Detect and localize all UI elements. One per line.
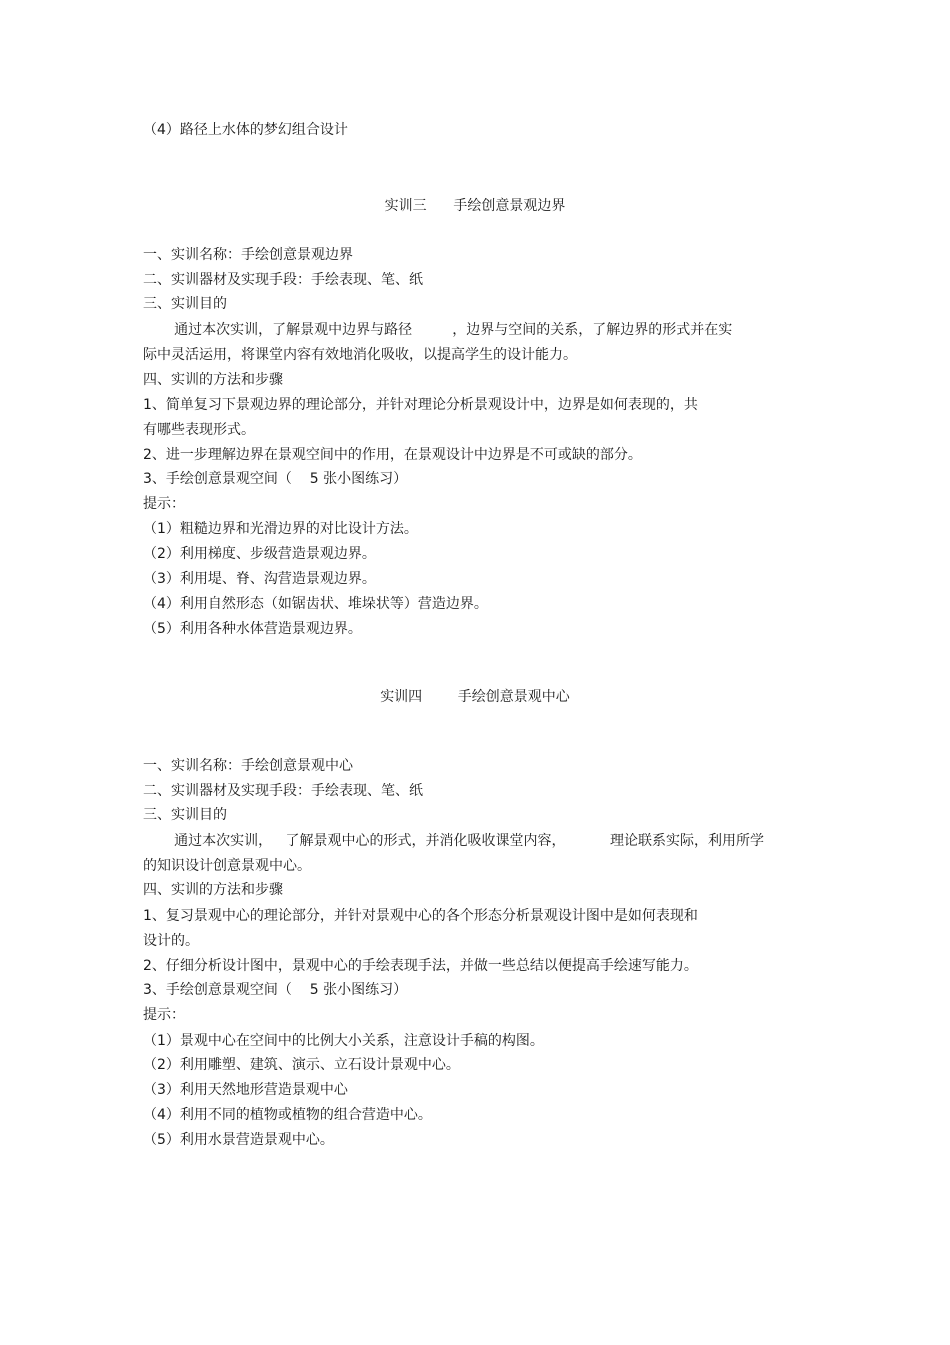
s3-line-1: 一、实训名称：手绘创意景观边界 — [143, 247, 353, 263]
top-list-item: （4）路径上水体的梦幻组合设计 — [143, 122, 348, 138]
section-title-3: 实训三 手绘创意景观边界 — [384, 198, 566, 214]
s3-line-14: （3）利用堤、脊、沟营造景观边界。 — [143, 571, 376, 587]
s3-line-15: （4）利用自然形态（如锯齿状、堆垛状等）营造边界。 — [143, 596, 488, 612]
s4-line-11: 提示： — [143, 1007, 185, 1023]
s4-line-9: 2、仔细分析设计图中，景观中心的手绘表现手法，并做一些总结以便提高手绘速写能力。 — [143, 958, 698, 974]
s3-line-2: 二、实训器材及实现手段：手绘表现、笔、纸 — [143, 272, 423, 288]
s4-line-14: （3）利用天然地形营造景观中心 — [143, 1082, 348, 1098]
s3-line-8: 有哪些表现形式。 — [143, 422, 255, 438]
s4-line-5: 的知识设计创意景观中心。 — [143, 858, 311, 874]
s3-line-13: （2）利用梯度、步级营造景观边界。 — [143, 546, 376, 562]
s3-line-5: 际中灵活运用，将课堂内容有效地消化吸收，以提高学生的设计能力。 — [143, 347, 577, 363]
s3-line-9: 2、进一步理解边界在景观空间中的作用，在景观设计中边界是不可或缺的部分。 — [143, 447, 642, 463]
s4-line-4: 通过本次实训， 了解景观中心的形式，并消化吸收课堂内容， 理论联系实际，利用所学 — [143, 833, 765, 849]
s4-line-2: 二、实训器材及实现手段：手绘表现、笔、纸 — [143, 783, 423, 799]
s4-line-10: 3、手绘创意景观空间（ 5 张小图练习） — [143, 982, 408, 998]
s3-line-7: 1、简单复习下景观边界的理论部分，并针对理论分析景观设计中，边界是如何表现的，共 — [143, 397, 698, 413]
s3-line-11: 提示： — [143, 496, 185, 512]
s4-line-12: （1）景观中心在空间中的比例大小关系，注意设计手稿的构图。 — [143, 1033, 544, 1049]
s3-line-4: 通过本次实训，了解景观中边界与路径 ，边界与空间的关系，了解边界的形式并在实 — [143, 322, 733, 338]
s4-line-16: （5）利用水景营造景观中心。 — [143, 1132, 334, 1148]
s4-line-13: （2）利用雕塑、建筑、演示、立石设计景观中心。 — [143, 1057, 460, 1073]
s3-line-12: （1）粗糙边界和光滑边界的对比设计方法。 — [143, 521, 418, 537]
s3-line-6: 四、实训的方法和步骤 — [143, 372, 283, 388]
s4-line-6: 四、实训的方法和步骤 — [143, 882, 283, 898]
s4-line-7: 1、复习景观中心的理论部分，并针对景观中心的各个形态分析景观设计图中是如何表现和 — [143, 908, 698, 924]
s4-line-3: 三、实训目的 — [143, 807, 227, 823]
s3-line-10: 3、手绘创意景观空间（ 5 张小图练习） — [143, 471, 408, 487]
section-title-4: 实训四 手绘创意景观中心 — [380, 689, 570, 705]
s4-line-8: 设计的。 — [143, 933, 199, 949]
s4-line-15: （4）利用不同的植物或植物的组合营造中心。 — [143, 1107, 432, 1123]
s4-line-1: 一、实训名称：手绘创意景观中心 — [143, 758, 353, 774]
s3-line-16: （5）利用各种水体营造景观边界。 — [143, 621, 362, 637]
s3-line-3: 三、实训目的 — [143, 296, 227, 312]
